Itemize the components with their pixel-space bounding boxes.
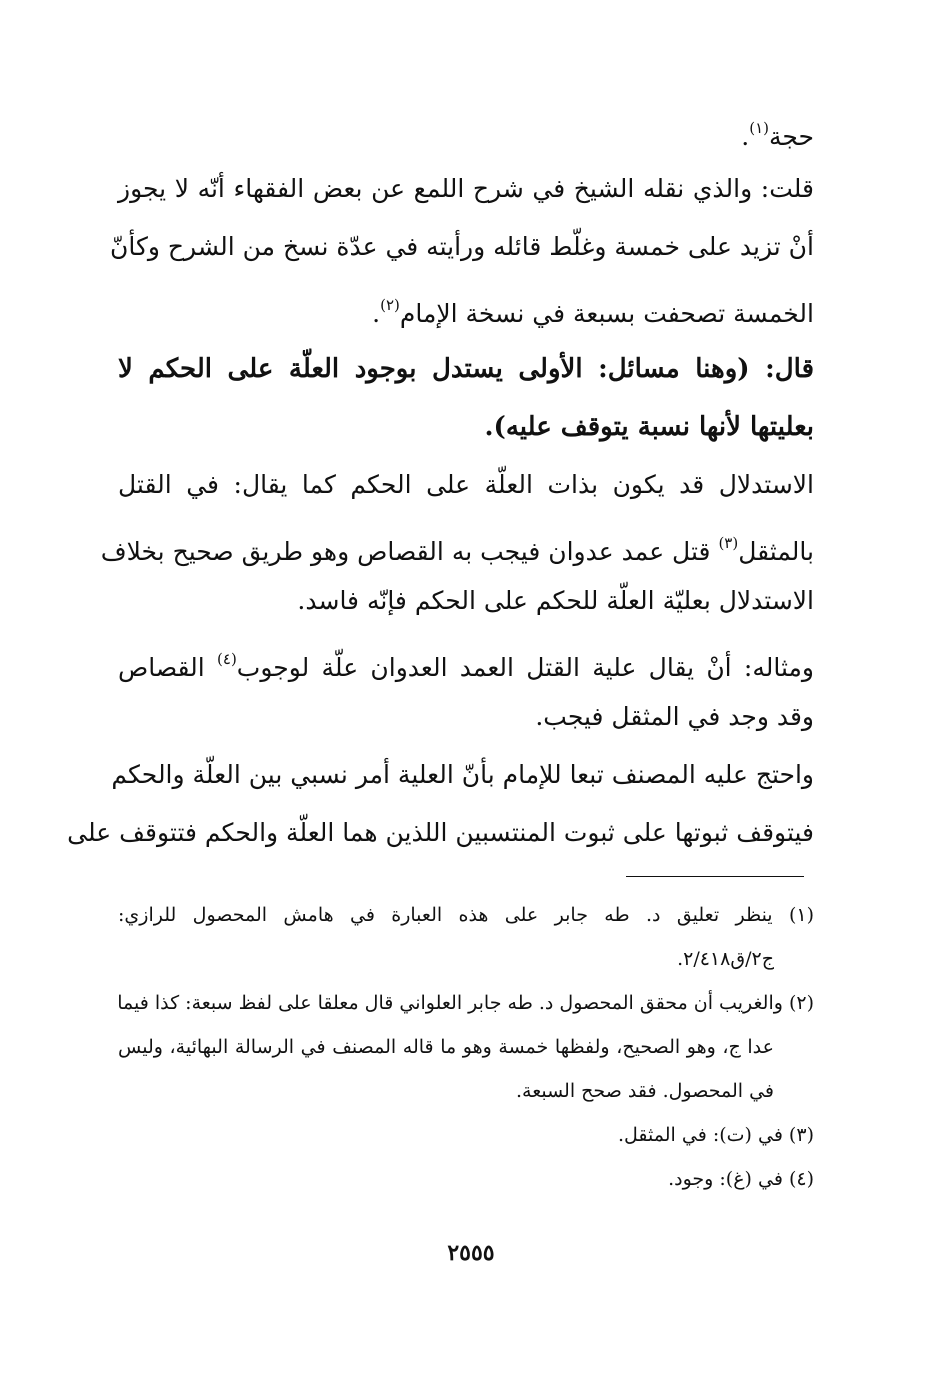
line-text: القصاص xyxy=(118,653,218,682)
line-text: بالمثقل xyxy=(738,537,814,566)
paragraph-line: قلت: والذي نقله الشيخ في شرح اللمع عن بعض الفقهاء أنّه لا يجوز xyxy=(118,174,814,203)
footnote-ref: (٤) xyxy=(217,650,237,668)
line-end: . xyxy=(372,299,381,328)
footnote-4-line: (٤) في (غ): وجود. xyxy=(668,1168,814,1190)
line-text: ومثاله: أنْ يقال علية القتل العمد العدوان علّة لوجوب xyxy=(236,653,814,682)
paragraph-line xyxy=(118,630,814,688)
paragraph-2-matn xyxy=(118,340,814,456)
paragraph-line: وقد وجد في المثقل فيجب. xyxy=(535,702,814,731)
matn-line: قال: (وهنا مسائل: الأولى يستدل بوجود العلّة على الحكم لا xyxy=(118,354,814,384)
footnote-2-line: في المحصول. فقد صحح السبعة. xyxy=(515,1080,774,1102)
line-text: قتل عمد عدوان فيجب به القصاص وهو طريق صحيح بخلاف xyxy=(100,537,719,566)
footnote-ref: (٣) xyxy=(718,534,739,552)
paragraph-line: الاستدلال بعليّة العلّة للحكم على الحكم فإنّه فاسد. xyxy=(297,586,814,615)
line-text: الخمسة تصحفت بسبعة في نسخة الإمام xyxy=(399,299,814,328)
paragraph-line: واحتج عليه المصنف تبعا للإمام بأنّ العلية أمر نسبي بين العلّة والحكم xyxy=(111,760,814,789)
footnote-2-line: (٢) والغريب أن محقق المحصول د. طه جابر العلواني قال معلقا على لفظ سبعة: كذا فيما xyxy=(117,992,814,1014)
continuation-line xyxy=(741,108,814,157)
footnote-ref: (١) xyxy=(749,119,769,137)
footnote-separator xyxy=(626,876,804,877)
paragraph-4 xyxy=(118,630,814,746)
footnote-ref: (٢) xyxy=(380,296,400,314)
paragraph-3 xyxy=(100,456,814,630)
continuation-text: حجة xyxy=(769,122,814,151)
footnote-2-line: عدا ج، وهو الصحيح، ولفظها خمسة وهو ما قاله المصنف في الرسالة البهائية، وليس xyxy=(118,1036,774,1058)
paragraph-1 xyxy=(110,160,814,334)
continuation-end: . xyxy=(741,122,750,151)
paragraph-line: الاستدلال قد يكون بذات العلّة على الحكم كما يقال: في القتل xyxy=(118,470,814,499)
paragraph-5 xyxy=(67,746,814,862)
matn-line: بعليتها لأنها نسبة يتوقف عليه). xyxy=(484,412,814,442)
footnote-1-line: (١) ينظر تعليق د. طه جابر على هذه العبارة في هامش المحصول للرازي: xyxy=(118,904,814,926)
footnote-3-line: (٣) في (ت): في المثقل. xyxy=(618,1124,814,1146)
paragraph-line: أنْ تزيد على خمسة وغلّط قائله ورأيته في عدّة نسخ من الشرح وكأنّ xyxy=(110,232,814,261)
paragraph-line xyxy=(100,514,814,572)
page-number: ٢٥٥٥ xyxy=(447,1240,495,1266)
paragraph-line: فيتوقف ثبوتها على ثبوت المنتسبين اللذين هما العلّة والحكم فتتوقف على xyxy=(67,818,814,847)
footnotes xyxy=(118,893,814,1201)
footnote-1-line: ج٢/ق٢/٤١٨. xyxy=(677,948,774,970)
paragraph-line xyxy=(118,276,814,334)
